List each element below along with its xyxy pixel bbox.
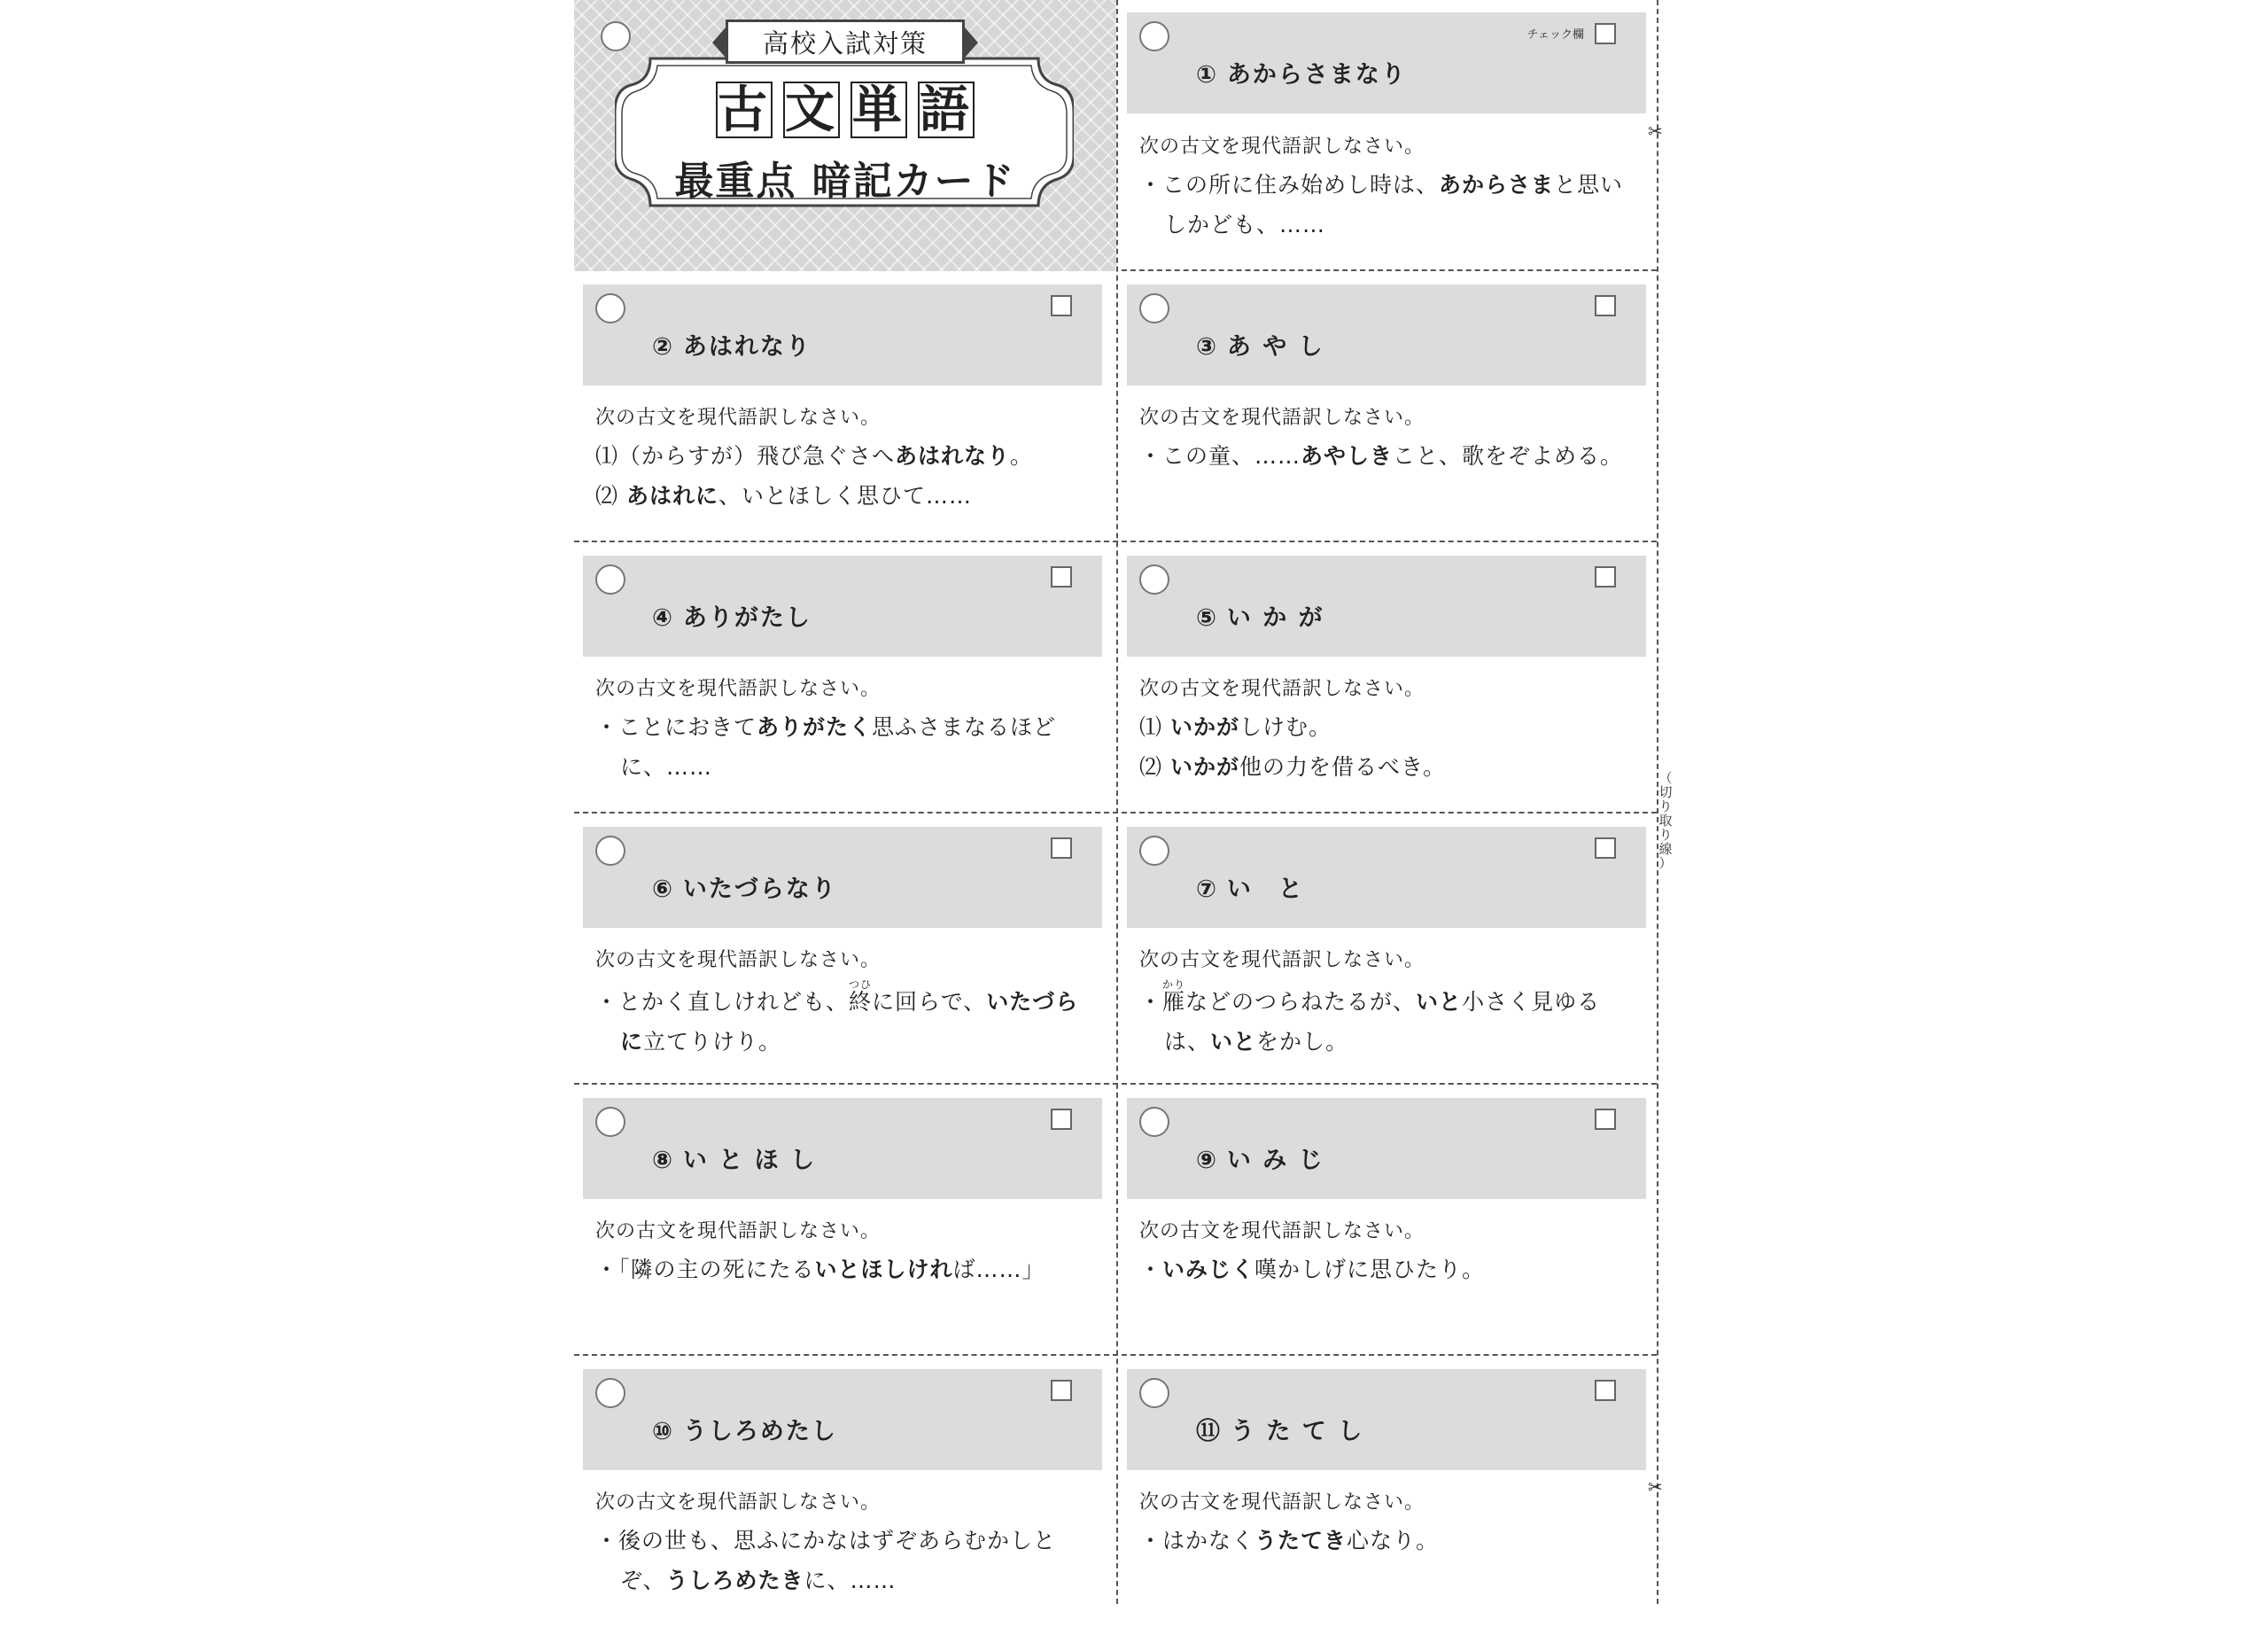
example-text: ・はかなくうたてき心なり。 [1139, 1528, 1440, 1553]
title-char: 古 [718, 82, 771, 139]
punch-hole-icon [1139, 1378, 1169, 1408]
scissors-icon: ✂ [1648, 1476, 1663, 1498]
word-card [1118, 271, 1660, 542]
check-box[interactable] [1051, 1109, 1072, 1130]
instruction: 次の古文を現代語訳しなさい。 [595, 1491, 882, 1514]
check-box[interactable] [1051, 295, 1072, 316]
punch-hole-icon [595, 1107, 625, 1137]
card-header [583, 1369, 1102, 1470]
punch-hole-icon [1139, 293, 1169, 323]
card-word: ⑦ い と [1196, 876, 1304, 903]
example-text: ・「隣の主の死にたるいとほしければ……」 [595, 1257, 1045, 1282]
instruction: 次の古文を現代語訳しなさい。 [595, 407, 882, 429]
punch-hole-icon [1139, 564, 1169, 595]
title-card [574, 0, 1116, 271]
word-card [1118, 542, 1660, 814]
check-box[interactable] [1051, 837, 1072, 859]
check-box[interactable] [1595, 1109, 1616, 1130]
card-word: ③ あ や し [1196, 333, 1324, 361]
example-text: ・雁かりなどのつらねたるが、いと小さく見ゆるは、いとをかし。 [1139, 978, 1601, 1055]
card-word: ⑥ いたづらなり [652, 876, 837, 903]
card-word: ⑨ い み じ [1196, 1147, 1324, 1174]
main-title [574, 82, 1116, 139]
title-char: 文 [785, 82, 838, 139]
punch-hole-icon [595, 564, 625, 595]
card-word: ① あからさまなり [1196, 61, 1407, 89]
instruction: 次の古文を現代語訳しなさい。 [1139, 136, 1425, 158]
scissors-icon: ✂ [1648, 121, 1663, 142]
ribbon-label: 高校入試対策 [726, 19, 965, 64]
example-text: ・後の世も、思ふにかなはずぞあらむかしとぞ、うしろめたきに、…… [595, 1528, 1057, 1593]
punch-hole-icon [595, 836, 625, 866]
example-text: ・いみじく嘆かしげに思ひたり。 [1139, 1257, 1486, 1282]
card-header [1127, 556, 1646, 657]
cut-line-label: （ 切 り 取 り 線 ） [1658, 770, 1673, 871]
card-word: ⑧ い と ほ し [652, 1147, 817, 1174]
check-box[interactable] [1051, 566, 1072, 588]
check-label: チェック欄 [1526, 28, 1584, 42]
word-card [574, 1085, 1116, 1356]
card-word: ⑤ い か が [1196, 604, 1324, 632]
title-char: 語 [920, 82, 973, 139]
word-card [574, 271, 1116, 542]
instruction: 次の古文を現代語訳しなさい。 [1139, 1491, 1425, 1514]
check-box[interactable] [1595, 837, 1616, 859]
punch-hole-icon [595, 1378, 625, 1408]
card-word: ⑪ う た て し [1196, 1418, 1364, 1445]
example-text: ・とかく直しけれども、終つひに回らで、いたづらに立てりけり。 [595, 978, 1079, 1055]
example-text: ・この所に住み始めし時は、あからさまと思いしかども、…… [1139, 172, 1624, 237]
punch-hole-icon [1139, 836, 1169, 866]
card-header [583, 1098, 1102, 1199]
punch-hole-icon [1139, 21, 1169, 51]
subtitle: 最重点 暗記カード [674, 159, 1016, 204]
word-card [1118, 814, 1660, 1085]
word-card [574, 1356, 1116, 1627]
word-card [1118, 0, 1660, 271]
instruction: 次の古文を現代語訳しなさい。 [595, 678, 882, 700]
check-box[interactable] [1051, 1380, 1072, 1401]
instruction: 次の古文を現代語訳しなさい。 [595, 949, 882, 971]
card-header [1127, 827, 1646, 928]
word-card [574, 814, 1116, 1085]
card-header [1127, 12, 1646, 113]
word-card [574, 542, 1116, 814]
check-box[interactable] [1595, 566, 1616, 588]
instruction: 次の古文を現代語訳しなさい。 [1139, 949, 1425, 971]
instruction: 次の古文を現代語訳しなさい。 [1139, 1220, 1425, 1242]
card-header [583, 827, 1102, 928]
card-word: ⑩ うしろめたし [652, 1418, 837, 1445]
check-box[interactable] [1595, 295, 1616, 316]
word-card [1118, 1356, 1660, 1627]
card-word: ② あはれなり [652, 333, 812, 361]
punch-hole-icon [1139, 1107, 1169, 1137]
card-sheet [574, 0, 1673, 1604]
check-box[interactable] [1595, 23, 1616, 44]
example-text: ・ことにおきてありがたく思ふさまなるほどに、…… [595, 714, 1057, 780]
card-header [1127, 284, 1646, 385]
title-char: 単 [852, 82, 905, 139]
card-header [583, 556, 1102, 657]
punch-hole-icon [595, 293, 625, 323]
example-text: ・この童、……あやしきこと、歌をぞよめる。 [1139, 443, 1624, 469]
card-header [583, 284, 1102, 385]
example-text: ⑴（からすが）飛び急ぐさへあはれなり。 ⑵ あはれに、いとほしく思ひて…… [595, 443, 1034, 509]
word-card [1118, 1085, 1660, 1356]
card-word: ④ ありがたし [652, 604, 812, 632]
example-text: ⑴ いかがしけむ。 ⑵ いかが他の力を借るべき。 [1139, 714, 1446, 780]
instruction: 次の古文を現代語訳しなさい。 [1139, 678, 1425, 700]
instruction: 次の古文を現代語訳しなさい。 [595, 1220, 882, 1242]
instruction: 次の古文を現代語訳しなさい。 [1139, 407, 1425, 429]
card-header [1127, 1098, 1646, 1199]
card-header [1127, 1369, 1646, 1470]
check-box[interactable] [1595, 1380, 1616, 1401]
